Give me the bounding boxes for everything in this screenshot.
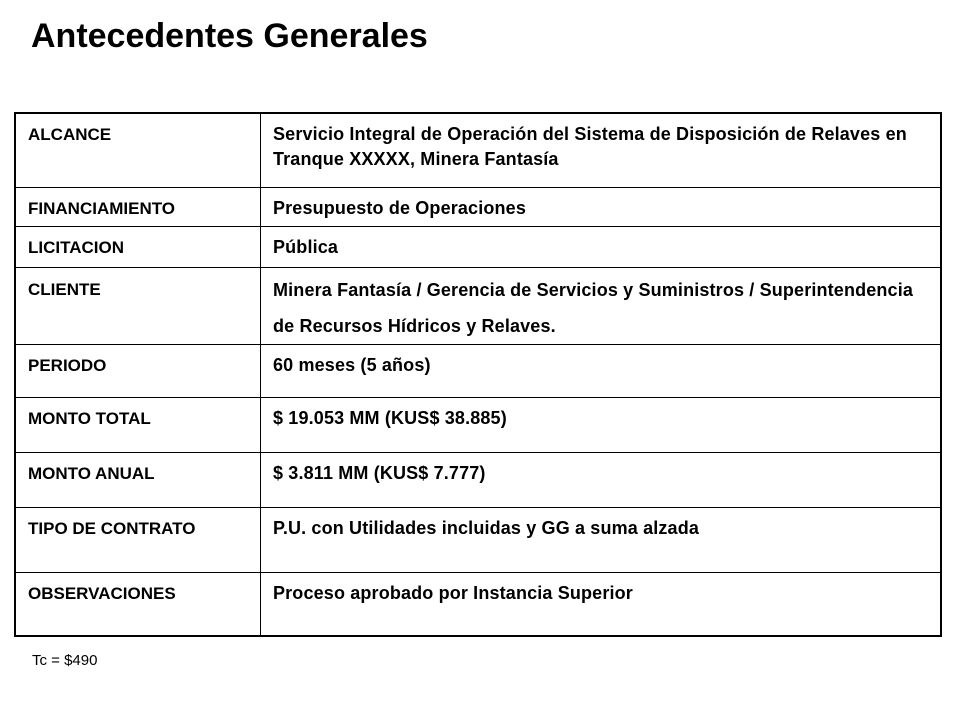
row-value-monto-total: $ 19.053 MM (KUS$ 38.885)	[261, 398, 942, 453]
row-value-licitacion: Pública	[261, 227, 942, 268]
table-row-cliente	[15, 268, 941, 345]
row-label-alcance: ALCANCE	[15, 113, 261, 188]
row-label-periodo: PERIODO	[15, 345, 261, 398]
row-label-tipo-contrato: TIPO DE CONTRATO	[15, 508, 261, 573]
row-value-monto-anual: $ 3.811 MM (KUS$ 7.777)	[261, 453, 942, 508]
row-label-monto-anual: MONTO ANUAL	[15, 453, 261, 508]
table-row-observaciones	[15, 573, 941, 637]
row-value-tipo-contrato: P.U. con Utilidades incluidas y GG a suma alzada	[261, 508, 942, 573]
row-label-licitacion: LICITACION	[15, 227, 261, 268]
table-row-alcance	[15, 113, 941, 188]
row-value-periodo: 60 meses (5 años)	[261, 345, 942, 398]
page-title: Antecedentes Generales	[31, 17, 428, 55]
table-row-periodo	[15, 345, 941, 398]
row-label-financiamiento: FINANCIAMIENTO	[15, 188, 261, 227]
row-value-alcance: Servicio Integral de Operación del Sistema de Disposición de Relaves en Tranque XXXXX, Minera Fantasía	[261, 113, 942, 188]
row-value-observaciones: Proceso aprobado por Instancia Superior	[261, 573, 942, 637]
row-label-observaciones: OBSERVACIONES	[15, 573, 261, 637]
row-label-cliente: CLIENTE	[15, 268, 261, 345]
exchange-rate-footnote: Tc = $490	[32, 652, 98, 669]
row-value-financiamiento: Presupuesto de Operaciones	[261, 188, 942, 227]
table-row-financiamiento	[15, 188, 941, 227]
table-row-monto-total	[15, 398, 941, 453]
table-row-licitacion	[15, 227, 941, 268]
table-row-tipo-contrato	[15, 508, 941, 573]
table-row-monto-anual	[15, 453, 941, 508]
row-value-cliente: Minera Fantasía / Gerencia de Servicios y Suministros / Superintendencia de Recursos Hídricos y Relaves.	[261, 268, 942, 345]
general-info-table	[14, 112, 942, 637]
row-label-monto-total: MONTO TOTAL	[15, 398, 261, 453]
